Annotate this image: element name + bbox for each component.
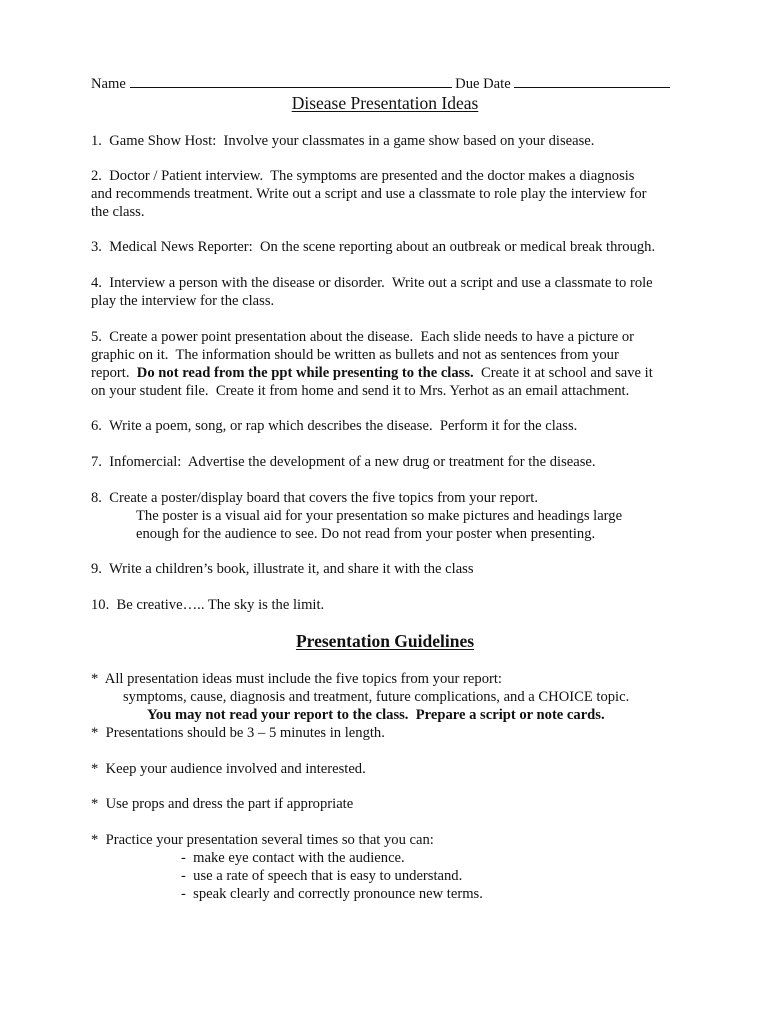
name-blank-field[interactable] — [130, 75, 452, 88]
idea-2-line-3: the class. — [91, 204, 145, 220]
guideline-1-warning-text: You may not read your report to the class. Prepare a script or note cards. — [147, 707, 605, 723]
idea-5-line-3 — [91, 364, 653, 382]
idea-3: 3. Medical News Reporter: On the scene reporting about an outbreak or medical break through. — [91, 239, 656, 255]
idea-5-line-2: graphic on it. The information should be written as bullets and not as sentences from your — [91, 347, 619, 363]
idea-6: 6. Write a poem, song, or rap which describes the disease. Perform it for the class. — [91, 418, 578, 434]
guideline-1-line-2: symptoms, cause, diagnosis and treatment, future complications, and a CHOICE topic. — [123, 689, 630, 705]
idea-5-warning-text: Do not read from the ppt while presenting to the class. — [136, 365, 474, 381]
name-due-date-line — [91, 75, 670, 93]
idea-2-line-2: and recommends treatment. Write out a script and use a classmate to role play the interview for — [91, 186, 647, 202]
idea-7: 7. Infomercial: Advertise the development of a new drug or treatment for the disease. — [91, 454, 596, 470]
idea-8-line-2: The poster is a visual aid for your presentation so make pictures and headings large — [136, 508, 623, 524]
idea-4-line-1: 4. Interview a person with the disease or disorder. Write out a script and use a classmate to role — [91, 275, 653, 291]
guideline-3: * Keep your audience involved and interested. — [91, 761, 366, 777]
due-date-blank-field[interactable] — [514, 75, 670, 88]
idea-2-line-1: 2. Doctor / Patient interview. The symptoms are presented and the doctor makes a diagnosis — [91, 168, 635, 184]
idea-5-line-4: on your student file. Create it from home and send it to Mrs. Yerhot as an email attachment. — [91, 383, 630, 399]
idea-5-line-3-end: Create it at school and save it — [473, 365, 653, 381]
name-label: Name — [91, 76, 126, 92]
idea-5-line-3-start: report. — [91, 365, 137, 381]
idea-5-line-1: 5. Create a power point presentation about the disease. Each slide needs to have a picture or — [91, 329, 635, 345]
guideline-1-line-3 — [147, 706, 605, 724]
idea-1: 1. Game Show Host: Involve your classmates in a game show based on your disease. — [91, 133, 595, 149]
guideline-5-line-1: * Practice your presentation several times so that you can: — [91, 832, 434, 848]
due-date-label: Due Date — [455, 76, 511, 92]
idea-4-line-2: play the interview for the class. — [91, 293, 275, 309]
guideline-5-item: - use a rate of speech that is easy to understand. — [181, 868, 463, 884]
idea-8-line-3: enough for the audience to see. Do not read from your poster when presenting. — [136, 526, 596, 542]
guidelines-heading: Presentation Guidelines — [295, 631, 475, 651]
idea-8-line-1: 8. Create a poster/display board that covers the five topics from your report. — [91, 490, 538, 506]
idea-9: 9. Write a children’s book, illustrate it, and share it with the class — [91, 561, 474, 577]
guideline-1-line-1: * All presentation ideas must include the five topics from your report: — [91, 671, 502, 687]
guideline-5-item: - make eye contact with the audience. — [181, 850, 405, 866]
guideline-2: * Presentations should be 3 – 5 minutes in length. — [91, 725, 385, 741]
guideline-4: * Use props and dress the part if appropriate — [91, 796, 354, 812]
guideline-5-item: - speak clearly and correctly pronounce new terms. — [181, 886, 483, 902]
idea-10: 10. Be creative….. The sky is the limit. — [91, 597, 325, 613]
page-title: Disease Presentation Ideas — [291, 93, 479, 113]
